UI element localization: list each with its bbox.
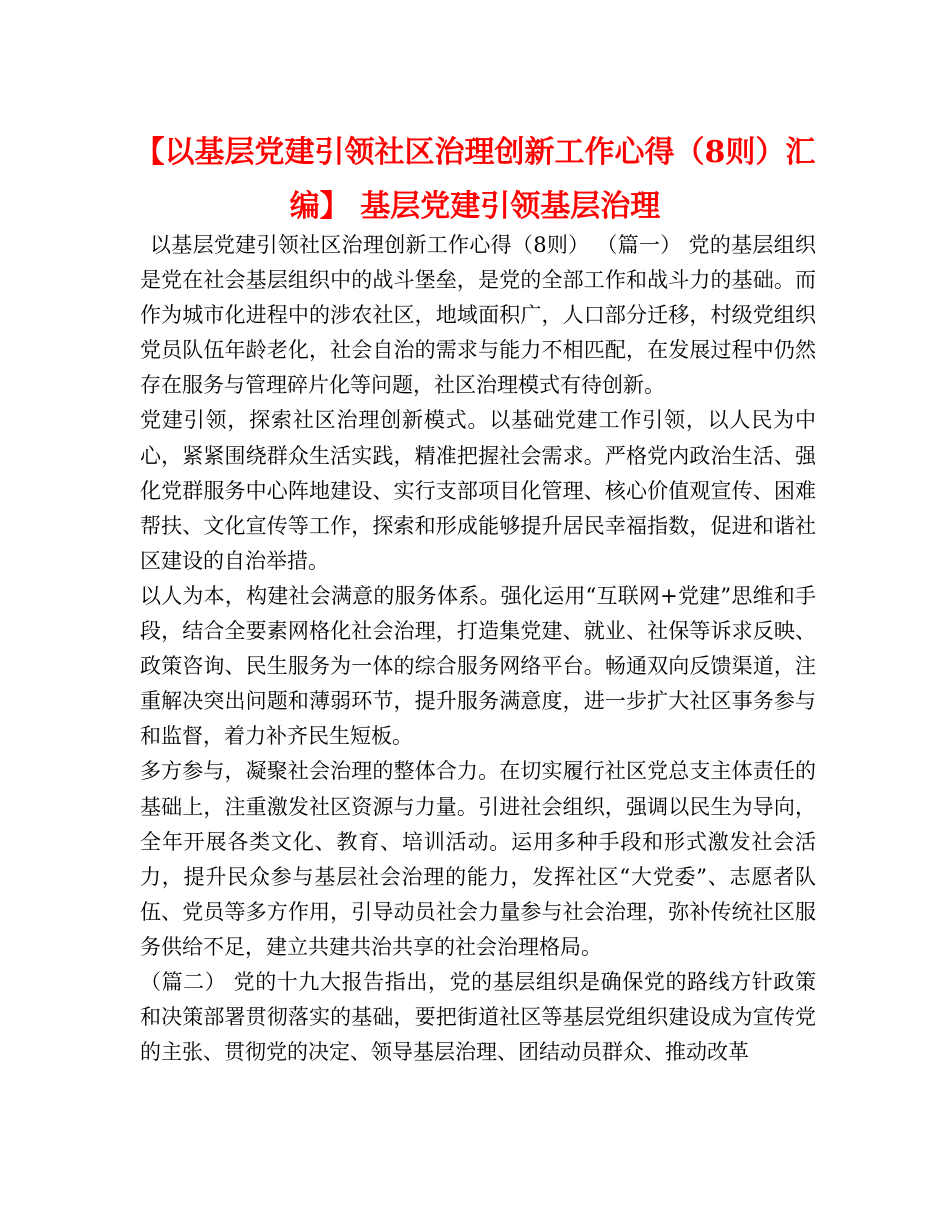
paragraph-2: 党建引领，探索社区治理创新模式。以基础党建工作引领，以人民为中心，紧紧围绕群众生活实践，精准把握社会需求。严格党内政治生活、强化党群服务中心阵地建设、实行支部项目化管理、核心价值观宣传、困难帮扶、文化宣传等工作，探索和形成能够提升居民幸福指数，促进和谐社区建设的自治举措。 (140, 408, 816, 573)
paragraph-4: 多方参与，凝聚社会治理的整体合力。在切实履行社区党总支主体责任的基础上，注重激发社区资源与力量。引进社会组织，强调以民生为导向，全年开展各类文化、教育、培训活动。运用多种手段和形式激发社会活力，提升民众参与基层社会治理的能力，发挥社区“大党委”、志愿者队伍、党员等多方作用，引导动员社会力量参与社会治理，弥补传统社区服务供给不足，建立共建共治共享的社会治理格局。 (140, 759, 816, 959)
paragraph-1: 以基层党建引领社区治理创新工作心得（8则） （篇一） 党的基层组织是党在社会基层组织中的战斗堡垒，是党的全部工作和战斗力的基础。而作为城市化进程中的涉农社区，地域面积广，人口部分迁移，村级党组织党员队伍年龄老化，社会自治的需求与能力不相匹配，在发展过程中仍然存在服务与管理碎片化等问题，社区治理模式有待创新。 (140, 233, 816, 398)
document-title: 【以基层党建引领社区治理创新工作心得（8则）汇编】 基层党建引领基层治理 (134, 135, 816, 224)
paragraph-5: （篇二） 党的十九大报告指出，党的基层组织是确保党的路线方针政策和决策部署贯彻落实的基础，要把街道社区等基层党组织建设成为宣传党的主张、贯彻党的决定、领导基层治理、团结动员群众、推动改革 (140, 969, 816, 1065)
paragraph-3: 以人为本，构建社会满意的服务体系。强化运用“互联网+党建”思维和手段，结合全要素网格化社会治理，打造集党建、就业、社保等诉求反映、政策咨询、民生服务为一体的综合服务网络平台。畅通双向反馈渠道，注重解决突出问题和薄弱环节，提升服务满意度，进一步扩大社区事务参与和监督，着力补齐民生短板。 (140, 583, 816, 749)
document-body (140, 228, 816, 1070)
